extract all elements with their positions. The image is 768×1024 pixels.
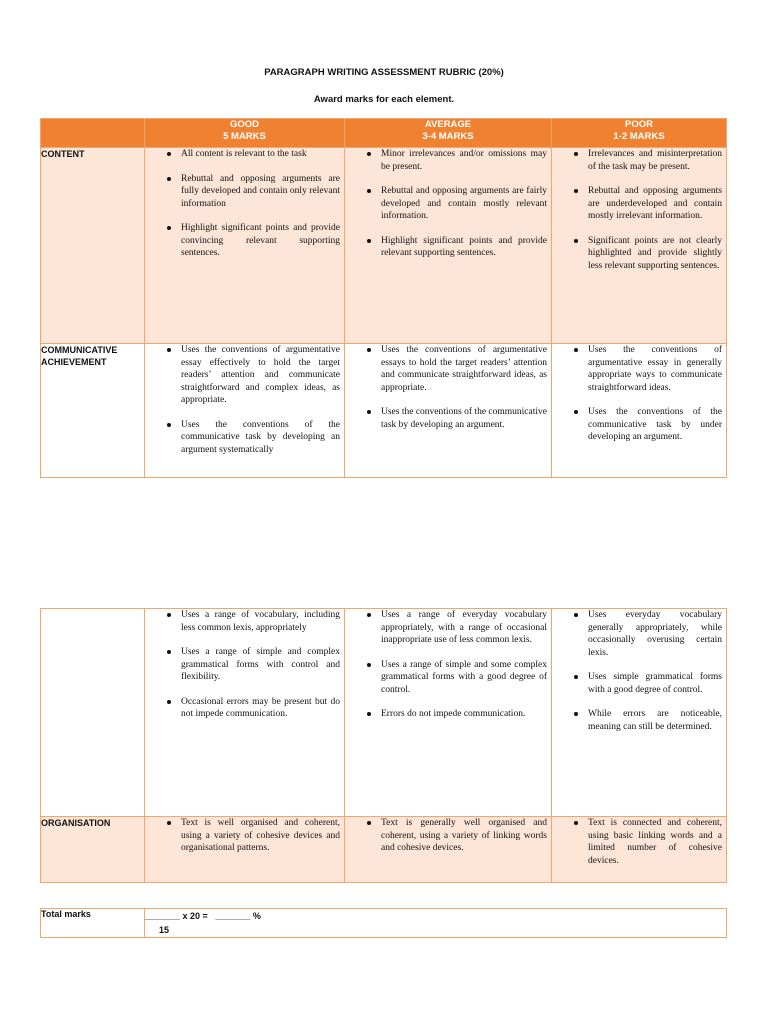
list-item: All content is relevant to the task (181, 148, 340, 161)
list-item: Uses everyday vocabulary generally appropriately, while occasionally overusing certain lexis. (588, 610, 722, 658)
list-item: Uses a range of simple and complex grammatical forms with control and flexibility. (181, 647, 340, 682)
language-row (41, 609, 727, 817)
criterion-language (41, 609, 145, 817)
list-item: Uses the conventions of the communicative task by developing an argument systematically (181, 419, 340, 455)
list-item: Errors do not impede communication. (381, 708, 547, 721)
communicative-average-cell (345, 344, 552, 478)
criterion-communicative-achievement: COMMUNICATIVE ACHIEVEMENT (41, 344, 145, 478)
list-item: Uses the conventions of the communicative task by developing an argument. (381, 407, 547, 430)
total-formula-text: _______ x 20 = _______ % (145, 911, 261, 921)
total-marks-formula[interactable] (145, 909, 727, 938)
communicative-good-cell (145, 344, 345, 478)
list-item: Highlight significant points and provide convincing relevant supporting sentences. (181, 223, 340, 258)
total-marks-label: Total marks (41, 909, 145, 938)
header-row (41, 119, 727, 148)
header-average: AVERAGE 3-4 MARKS (345, 119, 552, 148)
rubric-table-part-2 (40, 608, 727, 883)
content-row (41, 148, 727, 344)
list-item: Rebuttal and opposing arguments are fully developed and contain only relevant information (181, 173, 340, 209)
list-item: Uses a range of vocabulary, including less common lexis, appropriately (181, 610, 340, 633)
total-denominator: 15 (159, 925, 170, 935)
language-average-cell (345, 609, 552, 817)
criterion-content: CONTENT (41, 148, 145, 344)
list-item: Significant points are not clearly highlighted and provide slightly less relevant supporting sentences. (588, 235, 722, 271)
rubric-subtitle: Award marks for each element. (313, 94, 455, 105)
total-marks-table (40, 908, 727, 938)
organisation-average-cell (345, 817, 552, 883)
language-poor-cell (552, 609, 727, 817)
content-good-cell (145, 148, 345, 344)
rubric-title: PARAGRAPH WRITING ASSESSMENT RUBRIC (20%) (264, 67, 504, 78)
list-item: Minor irrelevances and/or omissions may be present. (381, 149, 547, 172)
content-average-cell (345, 148, 552, 344)
header-poor: POOR 1-2 MARKS (552, 119, 727, 148)
list-item: Uses the conventions of argumentative essays to hold the target readers’ attention and communicate straightforward ideas, as appropriate. (381, 345, 547, 393)
list-item: Irrelevances and misinterpretation of the task may be present. (588, 149, 722, 172)
list-item: Uses the conventions of argumentative essay effectively to hold the target readers’ attention and communicate straightforward and complex ideas, as appropriate. (181, 345, 340, 405)
header-good: GOOD 5 MARKS (145, 119, 345, 148)
list-item: Uses a range of simple and some complex grammatical forms with a good degree of control. (381, 659, 547, 695)
list-item: Highlight significant points and provide relevant supporting sentences. (381, 235, 547, 258)
list-item: Uses the conventions of argumentative essay in generally appropriate ways to communicate straightforward ideas. (588, 345, 722, 393)
list-item: Text is generally well organised and coherent, using a variety of linking words and cohesive devices. (381, 818, 547, 853)
list-item: Uses simple grammatical forms with a good degree of control. (588, 672, 722, 695)
list-item: Uses a range of everyday vocabulary appropriately, with a range of occasional inappropriate use of less common lexis. (381, 610, 547, 645)
total-row (41, 909, 727, 938)
organisation-row (41, 817, 727, 883)
list-item: Occasional errors may be present but do not impede communication. (181, 696, 340, 719)
list-item: Text is connected and coherent, using basic linking words and a limited number of cohesive devices. (588, 818, 722, 866)
list-item: Uses the conventions of the communicative task by under developing an argument. (588, 407, 722, 442)
language-good-cell (145, 609, 345, 817)
list-item: Rebuttal and opposing arguments are underdeveloped and contain mostly irrelevant information. (588, 186, 722, 221)
list-item: Text is well organised and coherent, using a variety of cohesive devices and organisational patterns. (181, 818, 340, 853)
communicative-row (41, 344, 727, 478)
content-poor-cell (552, 148, 727, 344)
list-item: While errors are noticeable, meaning can still be determined. (588, 709, 722, 732)
header-blank (41, 119, 145, 148)
communicative-poor-cell (552, 344, 727, 478)
criterion-organisation: ORGANISATION (41, 817, 145, 883)
list-item: Rebuttal and opposing arguments are fairly developed and contain mostly relevant information. (381, 186, 547, 221)
organisation-poor-cell (552, 817, 727, 883)
rubric-table-part-1 (40, 118, 727, 478)
organisation-good-cell (145, 817, 345, 883)
